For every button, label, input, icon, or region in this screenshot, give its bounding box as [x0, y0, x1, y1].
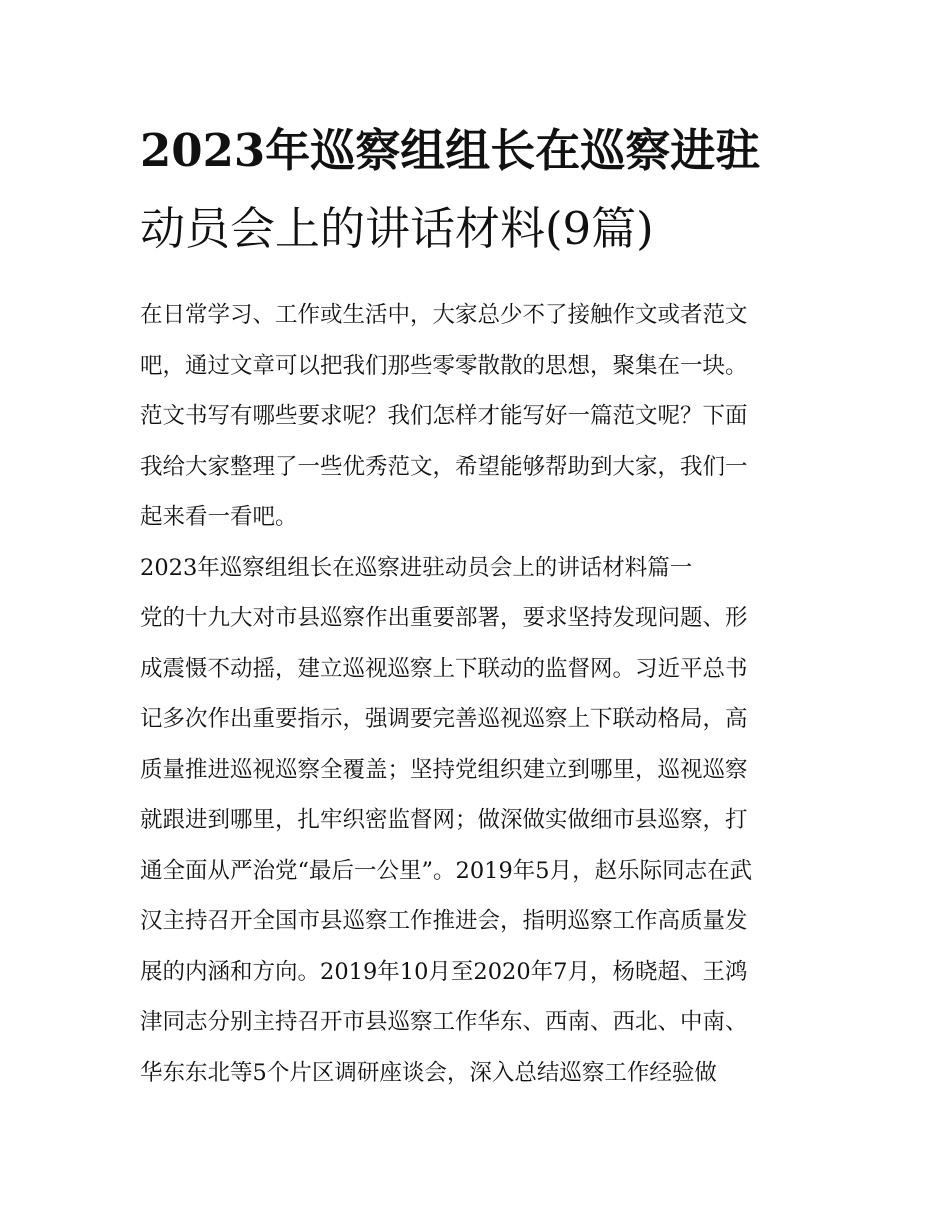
paragraph-line: 就跟进到哪里，扎牢织密监督网；做深做实做细市县巡察，打 [140, 807, 748, 833]
section-heading: 2023年巡察组组长在巡察进驻动员会上的讲话材料篇一 [140, 554, 693, 581]
paragraph-line: 成震慑不动摇，建立巡视巡察上下联动的监督网。习近平总书 [140, 655, 748, 682]
paragraph-line: 记多次作出重要指示，强调要完善巡视巡察上下联动格局，高 [140, 706, 748, 732]
paragraph-line: 汉主持召开全国市县巡察工作推进会，指明巡察工作高质量发 [140, 908, 748, 934]
paragraph-line: 津同志分别主持召开市县巡察工作华东、西南、西北、中南、 [140, 1009, 748, 1035]
paragraph-line: 质量推进巡视巡察全覆盖；坚持党组织建立到哪里，巡视巡察 [140, 756, 748, 783]
document-body [140, 290, 812, 1098]
intro-line: 在日常学习、工作或生活中，大家总少不了接触作文或者范文 [140, 302, 748, 328]
paragraph-line: 华东东北等5个片区调研座谈会，深入总结巡察工作经验做 [140, 1059, 717, 1086]
intro-line: 起来看一看吧。 [140, 504, 298, 530]
paragraph-line: 通全面从严治党“最后一公里”。2019年5月，赵乐际同志在武 [140, 857, 753, 884]
paragraph-line: 展的内涵和方向。2019年10月至2020年7月，杨晓超、王鸿 [140, 958, 748, 985]
title-line-1: 2023年巡察组组长在巡察进驻 [140, 124, 761, 177]
document-title [140, 112, 812, 268]
paragraph-line: 党的十九大对市县巡察作出重要部署，要求坚持发现问题、形 [140, 605, 748, 631]
intro-line: 吧，通过文章可以把我们那些零零散散的思想，聚集在一块。 [140, 352, 748, 379]
title-line-2: 动员会上的讲话材料(9篇) [140, 202, 654, 255]
document-page [140, 112, 812, 1098]
intro-line: 我给大家整理了一些优秀范文，希望能够帮助到大家，我们一 [140, 453, 748, 480]
intro-line: 范文书写有哪些要求呢？我们怎样才能写好一篇范文呢？下面 [140, 403, 748, 429]
